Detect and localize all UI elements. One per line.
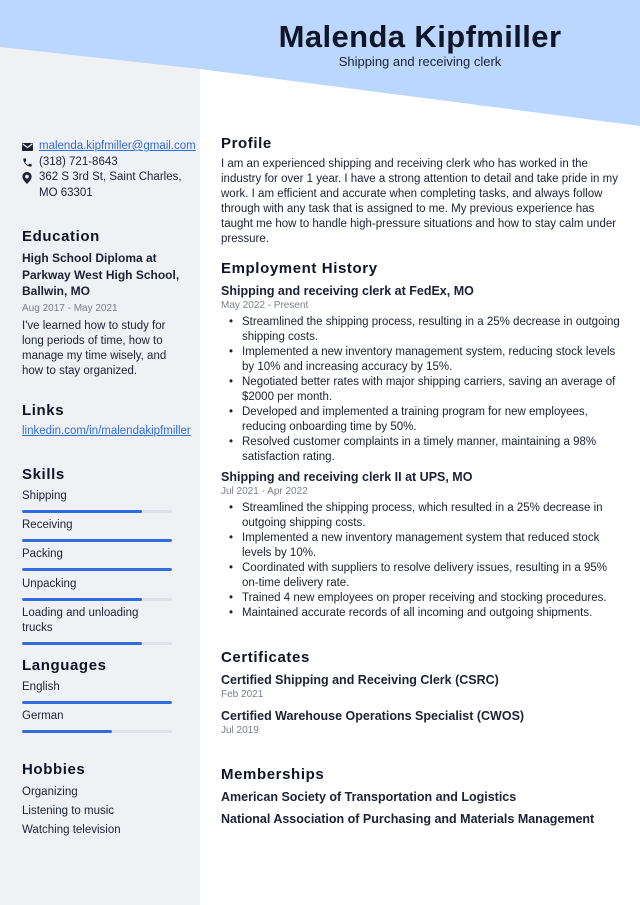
- skill-level-track: [22, 598, 172, 601]
- hobby-item: Organizing: [22, 786, 78, 798]
- certificate-title: Certified Shipping and Receiving Clerk (CSRC): [221, 673, 499, 687]
- job-bullet: • Trained 4 new employees on proper receiving and stocking procedures.: [221, 591, 621, 606]
- profile-text: I am an experienced shipping and receiving clerk who has worked in the industry for over 1 year. I have a strong attention to detail and take pride in my work. I am efficient and accurate when completing tasks, and always follow through with any task that is assigned to me. My previous experience has taught me how to handle high-pressure situations and how to stay calm under pressure.: [221, 158, 618, 245]
- skill-label: Unpacking: [22, 577, 77, 590]
- address-line-1: 362 S 3rd St, Saint Charles,: [39, 171, 182, 183]
- skill-level-track: [22, 539, 172, 542]
- language-item: [22, 680, 172, 704]
- contact-details: [22, 139, 197, 201]
- skill-item: [22, 547, 172, 571]
- linkedin-link[interactable]: linkedin.com/in/malendakipfmiller: [22, 425, 191, 437]
- memberships-heading: Memberships: [221, 766, 325, 783]
- language-level-fill: [22, 730, 112, 733]
- skill-level-fill: [22, 539, 172, 542]
- job-bullet: • Maintained accurate records of all incoming and outgoing shipments.: [221, 606, 621, 621]
- job-entry: [221, 469, 621, 621]
- job-bullet: • Implemented a new inventory management system that reduced stock levels by 10%.: [221, 531, 621, 561]
- skill-item: [22, 518, 172, 542]
- candidate-name: Malenda Kipfmiller: [278, 19, 562, 54]
- contact-email-row: [22, 139, 197, 155]
- skill-level-track: [22, 568, 172, 571]
- skill-item: [22, 577, 172, 601]
- skill-item: [22, 489, 172, 513]
- language-level-track: [22, 730, 172, 733]
- links-heading: Links: [22, 402, 65, 419]
- phone-icon: [22, 155, 39, 171]
- skill-level-fill: [22, 598, 142, 601]
- certificates-list: [221, 672, 621, 738]
- contact-address-row: [22, 170, 197, 201]
- links-list: [22, 424, 197, 440]
- languages-heading: Languages: [22, 657, 107, 674]
- email-link[interactable]: malenda.kipfmiller@gmail.com: [39, 140, 196, 152]
- skill-label: Loading and unloading trucks: [22, 606, 139, 634]
- job-title: Shipping and receiving clerk at FedEx, MO: [221, 284, 474, 298]
- hobby-item: Listening to music: [22, 805, 115, 817]
- job-bullet: • Resolved customer complaints in a timely manner, maintaining a 98% satisfaction rating.: [221, 435, 621, 465]
- job-bullet: • Coordinated with suppliers to resolve delivery issues, resulting in a 95% on-time delivery rate.: [221, 561, 621, 591]
- certificates-heading: Certificates: [221, 649, 310, 666]
- language-label: German: [22, 710, 64, 723]
- job-dates: May 2022 - Present: [221, 300, 309, 311]
- employment-heading: Employment History: [221, 260, 378, 277]
- certificate-date: Feb 2021: [221, 689, 264, 700]
- phone-number: (318) 721-8643: [39, 155, 118, 168]
- education-heading: Education: [22, 228, 100, 245]
- skills-heading: Skills: [22, 466, 65, 483]
- job-bullet: • Streamlined the shipping process, which resulted in a 25% decrease in outgoing shipping costs.: [221, 501, 621, 531]
- skill-level-fill: [22, 568, 172, 571]
- education-dates: Aug 2017 - May 2021: [22, 302, 118, 314]
- skill-label: Receiving: [22, 519, 73, 532]
- certificate-entry: [221, 708, 621, 738]
- job-dates: Jul 2021 - Apr 2022: [221, 486, 308, 497]
- education-school: High School Diploma at Parkway West High School, Ballwin, MO: [22, 251, 180, 298]
- certificate-title: Certified Warehouse Operations Specialist (CWOS): [221, 709, 525, 723]
- address-line-2: MO 63301: [39, 186, 93, 199]
- skill-level-track: [22, 510, 172, 513]
- job-bullets: [221, 315, 621, 465]
- job-bullets: [221, 501, 621, 621]
- certificate-entry: [221, 672, 621, 702]
- membership-item: American Society of Transportation and Logistics: [221, 790, 517, 804]
- candidate-job-title: Shipping and receiving clerk: [338, 54, 502, 69]
- education-entry: [22, 250, 182, 379]
- employment-list: [221, 283, 621, 621]
- certificate-date: Jul 2019: [221, 725, 259, 736]
- job-title: Shipping and receiving clerk II at UPS, MO: [221, 470, 473, 484]
- skill-item: [22, 606, 172, 645]
- job-bullet: • Developed and implemented a training program for new employees, reducing onboarding time by 50%.: [221, 405, 621, 435]
- hobbies-list: [22, 783, 182, 840]
- membership-item: National Association of Purchasing and Materials Management: [221, 812, 595, 826]
- skill-label: Packing: [22, 548, 63, 561]
- hobby-item: Watching television: [22, 824, 121, 836]
- language-level-track: [22, 701, 172, 704]
- job-bullet: • Implemented a new inventory management system, reducing stock levels by 10% and increasing accuracy by 15%.: [221, 345, 621, 375]
- skill-level-track: [22, 642, 172, 645]
- job-bullet: • Streamlined the shipping process, resulting in a 25% decrease in outgoing shipping costs.: [221, 315, 621, 345]
- contact-phone-row: [22, 155, 197, 171]
- education-description: I've learned how to study for long periods of time, how to manage my time wisely, and how to stay organized.: [22, 319, 167, 377]
- language-level-fill: [22, 701, 172, 704]
- skill-level-fill: [22, 510, 142, 513]
- language-label: English: [22, 681, 60, 693]
- map-pin-icon: [22, 170, 39, 186]
- skill-label: Shipping: [22, 490, 67, 502]
- memberships-list: [221, 789, 621, 827]
- skill-level-fill: [22, 642, 142, 645]
- envelope-icon: [22, 139, 39, 155]
- hobbies-heading: Hobbies: [22, 761, 86, 778]
- profile-heading: Profile: [221, 135, 272, 152]
- job-entry: [221, 283, 621, 465]
- job-bullet: • Negotiated better rates with major shipping carriers, saving an average of $2000 per month.: [221, 375, 621, 405]
- language-item: [22, 709, 172, 733]
- address: [39, 170, 182, 201]
